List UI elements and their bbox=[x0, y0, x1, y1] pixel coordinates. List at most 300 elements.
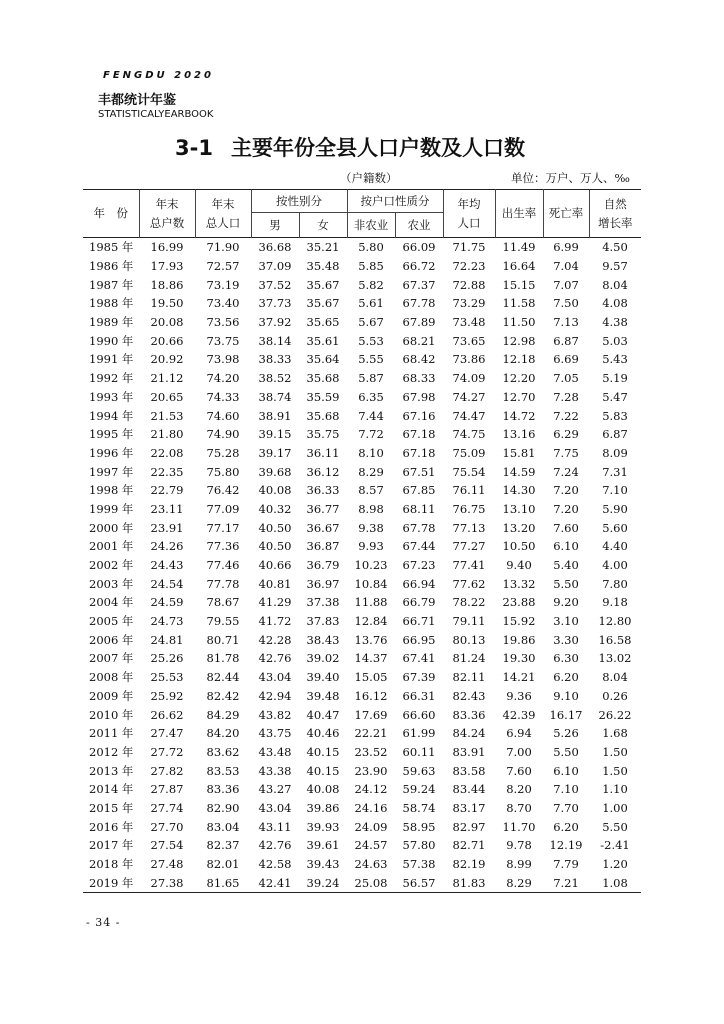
cell-households: 16.99 bbox=[150, 240, 184, 255]
table-row bbox=[83, 331, 641, 350]
cell-female: 36.97 bbox=[306, 576, 340, 591]
cell-year: 1995 年 bbox=[89, 427, 134, 442]
cell-population: 82.01 bbox=[206, 857, 240, 872]
cell-birth-rate: 7.00 bbox=[506, 744, 532, 759]
cell-non-agri: 7.72 bbox=[358, 427, 384, 442]
cell-households: 22.08 bbox=[150, 445, 184, 460]
cell-avg-population: 73.29 bbox=[452, 296, 486, 311]
cell-growth-rate: 7.10 bbox=[602, 483, 628, 498]
cell-avg-population: 82.19 bbox=[452, 857, 486, 872]
col-avg-l1: 年均 bbox=[457, 196, 481, 211]
cell-agri: 67.85 bbox=[402, 483, 436, 498]
cell-population: 77.36 bbox=[206, 539, 240, 554]
cell-agri: 68.11 bbox=[402, 501, 436, 516]
cell-year: 2016 年 bbox=[89, 819, 134, 834]
cell-death-rate: 7.70 bbox=[553, 800, 579, 815]
col-growth-l1: 自然 bbox=[603, 196, 627, 211]
cell-year: 2009 年 bbox=[89, 688, 134, 703]
cell-growth-rate: 6.87 bbox=[602, 427, 628, 442]
table-row bbox=[83, 313, 641, 332]
col-households-l2: 总户数 bbox=[149, 215, 185, 230]
cell-birth-rate: 9.78 bbox=[506, 838, 532, 853]
cell-avg-population: 77.62 bbox=[452, 576, 486, 591]
cell-households: 24.81 bbox=[150, 632, 184, 647]
cell-avg-population: 74.75 bbox=[452, 427, 486, 442]
cell-birth-rate: 23.88 bbox=[502, 595, 536, 610]
cell-male: 39.68 bbox=[258, 464, 292, 479]
col-female: 女 bbox=[299, 213, 347, 238]
table-body bbox=[83, 238, 641, 893]
cell-female: 35.59 bbox=[306, 389, 340, 404]
cell-avg-population: 82.11 bbox=[452, 670, 486, 685]
col-non-agri: 非农业 bbox=[347, 213, 395, 238]
cell-avg-population: 75.54 bbox=[452, 464, 486, 479]
cell-female: 40.46 bbox=[306, 726, 340, 741]
cell-male: 43.38 bbox=[258, 763, 292, 778]
cell-female: 40.47 bbox=[306, 707, 340, 722]
cell-population: 77.78 bbox=[206, 576, 240, 591]
cell-households: 26.62 bbox=[150, 707, 184, 722]
cell-non-agri: 9.38 bbox=[358, 520, 384, 535]
cell-households: 20.92 bbox=[150, 352, 184, 367]
cell-population: 73.19 bbox=[206, 277, 240, 292]
cell-birth-rate: 8.99 bbox=[506, 857, 532, 872]
cell-non-agri: 5.85 bbox=[358, 259, 384, 274]
cell-avg-population: 73.48 bbox=[452, 315, 486, 330]
unit-note: 单位：万户、万人、‰ bbox=[511, 171, 630, 185]
cell-birth-rate: 13.32 bbox=[502, 576, 536, 591]
cell-avg-population: 73.65 bbox=[452, 333, 486, 348]
cell-avg-population: 83.36 bbox=[452, 707, 486, 722]
cell-agri: 66.09 bbox=[402, 240, 436, 255]
cell-population: 84.20 bbox=[206, 726, 240, 741]
cell-year: 2010 年 bbox=[89, 707, 134, 722]
col-year: 年 份 bbox=[93, 206, 128, 220]
cell-death-rate: 7.20 bbox=[553, 501, 579, 516]
cell-year: 1997 年 bbox=[89, 464, 134, 479]
cell-female: 36.87 bbox=[306, 539, 340, 554]
cell-year: 2012 年 bbox=[89, 744, 134, 759]
cell-growth-rate: 5.50 bbox=[602, 819, 628, 834]
cell-population: 79.55 bbox=[206, 614, 240, 629]
cell-agri: 67.78 bbox=[402, 296, 436, 311]
cell-female: 35.64 bbox=[306, 352, 340, 367]
cell-population: 77.09 bbox=[206, 501, 240, 516]
cell-male: 41.72 bbox=[258, 614, 292, 629]
cell-households: 27.74 bbox=[150, 800, 184, 815]
table-row bbox=[83, 593, 641, 612]
cell-death-rate: 9.20 bbox=[553, 595, 579, 610]
col-population-l2: 总人口 bbox=[205, 215, 241, 230]
cell-growth-rate: 8.09 bbox=[602, 445, 628, 460]
cell-death-rate: 5.40 bbox=[553, 558, 579, 573]
cell-population: 73.56 bbox=[206, 315, 240, 330]
cell-birth-rate: 9.36 bbox=[506, 688, 532, 703]
cell-death-rate: 6.30 bbox=[553, 651, 579, 666]
cell-female: 40.15 bbox=[306, 744, 340, 759]
cell-female: 36.79 bbox=[306, 558, 340, 573]
cell-non-agri: 6.35 bbox=[358, 389, 384, 404]
cell-birth-rate: 13.16 bbox=[502, 427, 536, 442]
col-population bbox=[195, 190, 251, 238]
cell-female: 39.93 bbox=[306, 819, 340, 834]
cell-year: 2002 年 bbox=[89, 558, 134, 573]
cell-growth-rate: 13.02 bbox=[598, 651, 632, 666]
cell-female: 39.48 bbox=[306, 688, 340, 703]
cell-avg-population: 78.22 bbox=[452, 595, 486, 610]
cell-population: 80.71 bbox=[206, 632, 240, 647]
cell-male: 38.14 bbox=[258, 333, 292, 348]
cell-female: 36.77 bbox=[306, 501, 340, 516]
cell-year: 1991 年 bbox=[89, 352, 134, 367]
col-households-l1: 年末 bbox=[155, 196, 179, 211]
cell-population: 82.90 bbox=[206, 800, 240, 815]
cell-female: 39.24 bbox=[306, 875, 340, 890]
table-row bbox=[83, 406, 641, 425]
col-by-sex: 按性别分 bbox=[251, 190, 347, 213]
cell-agri: 67.39 bbox=[402, 670, 436, 685]
cell-male: 38.74 bbox=[258, 389, 292, 404]
header-subtitle: STATISTICALYEARBOOK bbox=[98, 109, 214, 120]
cell-households: 24.73 bbox=[150, 614, 184, 629]
cell-households: 27.38 bbox=[150, 875, 184, 890]
cell-birth-rate: 8.20 bbox=[506, 782, 532, 797]
cell-male: 37.09 bbox=[258, 259, 292, 274]
table-row bbox=[83, 388, 641, 407]
cell-female: 39.86 bbox=[306, 800, 340, 815]
cell-population: 82.42 bbox=[206, 688, 240, 703]
cell-avg-population: 76.11 bbox=[452, 483, 486, 498]
cell-avg-population: 71.75 bbox=[452, 240, 486, 255]
cell-year: 2013 年 bbox=[89, 763, 134, 778]
cell-non-agri: 8.57 bbox=[358, 483, 384, 498]
cell-death-rate: 7.13 bbox=[553, 315, 579, 330]
cell-male: 43.82 bbox=[258, 707, 292, 722]
cell-agri: 66.60 bbox=[402, 707, 436, 722]
cell-agri: 57.80 bbox=[402, 838, 436, 853]
table-row bbox=[83, 630, 641, 649]
cell-birth-rate: 15.15 bbox=[502, 277, 536, 292]
cell-growth-rate: 0.26 bbox=[602, 688, 628, 703]
cell-male: 40.32 bbox=[258, 501, 292, 516]
cell-male: 39.15 bbox=[258, 427, 292, 442]
cell-non-agri: 7.44 bbox=[358, 408, 384, 423]
cell-female: 37.38 bbox=[306, 595, 340, 610]
cell-year: 2001 年 bbox=[89, 539, 134, 554]
table-row bbox=[83, 444, 641, 463]
cell-avg-population: 83.58 bbox=[452, 763, 486, 778]
cell-birth-rate: 14.59 bbox=[502, 464, 536, 479]
cell-agri: 56.57 bbox=[402, 875, 436, 890]
cell-death-rate: 3.30 bbox=[553, 632, 579, 647]
cell-agri: 66.79 bbox=[402, 595, 436, 610]
table-row bbox=[83, 481, 641, 500]
cell-death-rate: 7.21 bbox=[553, 875, 579, 890]
col-avg-population bbox=[443, 190, 495, 238]
cell-households: 21.80 bbox=[150, 427, 184, 442]
cell-death-rate: 5.26 bbox=[553, 726, 579, 741]
cell-population: 82.44 bbox=[206, 670, 240, 685]
cell-households: 27.47 bbox=[150, 726, 184, 741]
table-row bbox=[83, 649, 641, 668]
table-number: 3-1 bbox=[175, 136, 213, 160]
cell-non-agri: 24.12 bbox=[354, 782, 388, 797]
cell-death-rate: 7.50 bbox=[553, 296, 579, 311]
cell-death-rate: 9.10 bbox=[553, 688, 579, 703]
cell-non-agri: 24.09 bbox=[354, 819, 388, 834]
cell-households: 23.91 bbox=[150, 520, 184, 535]
cell-agri: 67.18 bbox=[402, 427, 436, 442]
cell-non-agri: 24.63 bbox=[354, 857, 388, 872]
cell-birth-rate: 12.20 bbox=[502, 371, 536, 386]
cell-growth-rate: 5.83 bbox=[602, 408, 628, 423]
cell-non-agri: 5.61 bbox=[358, 296, 384, 311]
cell-avg-population: 72.88 bbox=[452, 277, 486, 292]
cell-death-rate: 7.60 bbox=[553, 520, 579, 535]
cell-non-agri: 14.37 bbox=[354, 651, 388, 666]
cell-non-agri: 24.57 bbox=[354, 838, 388, 853]
cell-growth-rate: 5.03 bbox=[602, 333, 628, 348]
cell-male: 40.50 bbox=[258, 539, 292, 554]
cell-year: 1996 年 bbox=[89, 445, 134, 460]
table-row bbox=[83, 369, 641, 388]
cell-male: 40.50 bbox=[258, 520, 292, 535]
cell-avg-population: 77.13 bbox=[452, 520, 486, 535]
cell-female: 36.12 bbox=[306, 464, 340, 479]
cell-population: 83.62 bbox=[206, 744, 240, 759]
cell-households: 18.86 bbox=[150, 277, 184, 292]
cell-birth-rate: 12.18 bbox=[502, 352, 536, 367]
cell-non-agri: 25.08 bbox=[354, 875, 388, 890]
cell-households: 27.54 bbox=[150, 838, 184, 853]
cell-agri: 67.51 bbox=[402, 464, 436, 479]
col-male: 男 bbox=[251, 213, 299, 238]
cell-male: 43.27 bbox=[258, 782, 292, 797]
cell-agri: 67.44 bbox=[402, 539, 436, 554]
cell-female: 39.40 bbox=[306, 670, 340, 685]
cell-population: 81.65 bbox=[206, 875, 240, 890]
cell-avg-population: 81.83 bbox=[452, 875, 486, 890]
col-growth-l2: 增长率 bbox=[598, 215, 633, 230]
cell-growth-rate: 5.60 bbox=[602, 520, 628, 535]
col-avg-l2: 人口 bbox=[457, 215, 481, 230]
cell-non-agri: 15.05 bbox=[354, 670, 388, 685]
cell-female: 40.08 bbox=[306, 782, 340, 797]
header-english: FENGDU 2020 bbox=[103, 70, 214, 81]
cell-population: 77.46 bbox=[206, 558, 240, 573]
cell-agri: 68.33 bbox=[402, 371, 436, 386]
cell-year: 2005 年 bbox=[89, 614, 134, 629]
cell-agri: 66.95 bbox=[402, 632, 436, 647]
cell-avg-population: 84.24 bbox=[452, 726, 486, 741]
cell-agri: 68.42 bbox=[402, 352, 436, 367]
cell-agri: 66.94 bbox=[402, 576, 436, 591]
cell-year: 2007 年 bbox=[89, 651, 134, 666]
cell-death-rate: 6.69 bbox=[553, 352, 579, 367]
cell-year: 1993 年 bbox=[89, 389, 134, 404]
cell-death-rate: 16.17 bbox=[549, 707, 583, 722]
cell-growth-rate: 4.50 bbox=[602, 240, 628, 255]
cell-death-rate: 7.22 bbox=[553, 408, 579, 423]
cell-agri: 66.72 bbox=[402, 259, 436, 274]
cell-agri: 58.95 bbox=[402, 819, 436, 834]
table-row bbox=[83, 462, 641, 481]
cell-female: 35.75 bbox=[306, 427, 340, 442]
cell-birth-rate: 12.98 bbox=[502, 333, 536, 348]
cell-male: 38.52 bbox=[258, 371, 292, 386]
cell-growth-rate: 5.19 bbox=[602, 371, 628, 386]
cell-year: 2008 年 bbox=[89, 670, 134, 685]
cell-population: 78.67 bbox=[206, 595, 240, 610]
cell-birth-rate: 19.30 bbox=[502, 651, 536, 666]
cell-growth-rate: 7.31 bbox=[602, 464, 628, 479]
cell-households: 27.87 bbox=[150, 782, 184, 797]
cell-growth-rate: 7.80 bbox=[602, 576, 628, 591]
cell-population: 83.36 bbox=[206, 782, 240, 797]
cell-non-agri: 16.12 bbox=[354, 688, 388, 703]
cell-death-rate: 7.05 bbox=[553, 371, 579, 386]
cell-households: 25.26 bbox=[150, 651, 184, 666]
cell-male: 43.04 bbox=[258, 800, 292, 815]
cell-growth-rate: 5.47 bbox=[602, 389, 628, 404]
cell-avg-population: 74.47 bbox=[452, 408, 486, 423]
table-row bbox=[83, 761, 641, 780]
cell-male: 43.11 bbox=[258, 819, 292, 834]
cell-death-rate: 5.50 bbox=[553, 576, 579, 591]
cell-non-agri: 8.29 bbox=[358, 464, 384, 479]
table-row bbox=[83, 799, 641, 818]
cell-non-agri: 10.84 bbox=[354, 576, 388, 591]
cell-female: 35.67 bbox=[306, 296, 340, 311]
cell-male: 41.29 bbox=[258, 595, 292, 610]
cell-avg-population: 77.27 bbox=[452, 539, 486, 554]
cell-population: 73.75 bbox=[206, 333, 240, 348]
cell-households: 20.66 bbox=[150, 333, 184, 348]
cell-death-rate: 6.29 bbox=[553, 427, 579, 442]
cell-female: 37.83 bbox=[306, 614, 340, 629]
data-source-note: （户籍数） bbox=[340, 171, 398, 185]
cell-birth-rate: 11.50 bbox=[502, 315, 536, 330]
cell-avg-population: 83.17 bbox=[452, 800, 486, 815]
cell-agri: 67.98 bbox=[402, 389, 436, 404]
cell-non-agri: 22.21 bbox=[354, 726, 388, 741]
cell-birth-rate: 15.92 bbox=[502, 614, 536, 629]
cell-death-rate: 5.50 bbox=[553, 744, 579, 759]
cell-households: 22.35 bbox=[150, 464, 184, 479]
cell-male: 38.91 bbox=[258, 408, 292, 423]
cell-birth-rate: 14.30 bbox=[502, 483, 536, 498]
cell-households: 27.48 bbox=[150, 857, 184, 872]
cell-birth-rate: 7.60 bbox=[506, 763, 532, 778]
cell-non-agri: 8.10 bbox=[358, 445, 384, 460]
col-households bbox=[139, 190, 195, 238]
table-row bbox=[83, 500, 641, 519]
cell-death-rate: 6.99 bbox=[553, 240, 579, 255]
cell-death-rate: 7.24 bbox=[553, 464, 579, 479]
cell-growth-rate: 5.43 bbox=[602, 352, 628, 367]
cell-agri: 67.89 bbox=[402, 315, 436, 330]
cell-non-agri: 5.87 bbox=[358, 371, 384, 386]
cell-avg-population: 76.75 bbox=[452, 501, 486, 516]
cell-female: 35.68 bbox=[306, 408, 340, 423]
cell-growth-rate: 26.22 bbox=[598, 707, 632, 722]
cell-year: 1998 年 bbox=[89, 483, 134, 498]
cell-growth-rate: 16.58 bbox=[598, 632, 632, 647]
cell-year: 2006 年 bbox=[89, 632, 134, 647]
cell-male: 42.94 bbox=[258, 688, 292, 703]
cell-male: 38.33 bbox=[258, 352, 292, 367]
col-by-type: 按户口性质分 bbox=[347, 190, 443, 213]
cell-birth-rate: 19.86 bbox=[502, 632, 536, 647]
cell-population: 83.53 bbox=[206, 763, 240, 778]
cell-agri: 57.38 bbox=[402, 857, 436, 872]
col-birth-rate: 出生率 bbox=[495, 190, 543, 238]
cell-households: 24.59 bbox=[150, 595, 184, 610]
cell-population: 74.90 bbox=[206, 427, 240, 442]
cell-female: 36.67 bbox=[306, 520, 340, 535]
cell-year: 2015 年 bbox=[89, 800, 134, 815]
cell-non-agri: 17.69 bbox=[354, 707, 388, 722]
cell-growth-rate: 9.18 bbox=[602, 595, 628, 610]
cell-year: 2017 年 bbox=[89, 838, 134, 853]
cell-male: 40.08 bbox=[258, 483, 292, 498]
cell-agri: 59.63 bbox=[402, 763, 436, 778]
cell-agri: 66.71 bbox=[402, 614, 436, 629]
cell-death-rate: 7.75 bbox=[553, 445, 579, 460]
cell-growth-rate: 1.10 bbox=[602, 782, 628, 797]
cell-population: 84.29 bbox=[206, 707, 240, 722]
cell-death-rate: 6.87 bbox=[553, 333, 579, 348]
cell-agri: 67.16 bbox=[402, 408, 436, 423]
table-header bbox=[83, 190, 641, 238]
page-number: - 34 - bbox=[86, 916, 121, 929]
cell-birth-rate: 11.49 bbox=[502, 240, 536, 255]
cell-year: 2003 年 bbox=[89, 576, 134, 591]
cell-death-rate: 7.28 bbox=[553, 389, 579, 404]
cell-population: 77.17 bbox=[206, 520, 240, 535]
cell-population: 81.78 bbox=[206, 651, 240, 666]
cell-non-agri: 13.76 bbox=[354, 632, 388, 647]
cell-year: 2004 年 bbox=[89, 595, 134, 610]
cell-year: 2000 年 bbox=[89, 520, 134, 535]
table-row bbox=[83, 257, 641, 276]
cell-agri: 60.11 bbox=[402, 744, 436, 759]
cell-population: 71.90 bbox=[206, 240, 240, 255]
cell-death-rate: 3.10 bbox=[553, 614, 579, 629]
cell-male: 37.92 bbox=[258, 315, 292, 330]
cell-female: 35.61 bbox=[306, 333, 340, 348]
cell-birth-rate: 14.72 bbox=[502, 408, 536, 423]
table-row bbox=[83, 724, 641, 743]
table-row bbox=[83, 425, 641, 444]
cell-avg-population: 82.71 bbox=[452, 838, 486, 853]
cell-death-rate: 6.20 bbox=[553, 819, 579, 834]
cell-population: 74.20 bbox=[206, 371, 240, 386]
cell-growth-rate: 5.90 bbox=[602, 501, 628, 516]
cell-year: 2018 年 bbox=[89, 857, 134, 872]
cell-birth-rate: 8.70 bbox=[506, 800, 532, 815]
cell-population: 82.37 bbox=[206, 838, 240, 853]
cell-households: 21.12 bbox=[150, 371, 184, 386]
table-row bbox=[83, 518, 641, 537]
cell-male: 37.52 bbox=[258, 277, 292, 292]
cell-female: 39.43 bbox=[306, 857, 340, 872]
cell-female: 35.68 bbox=[306, 371, 340, 386]
cell-households: 19.50 bbox=[150, 296, 184, 311]
table-row bbox=[83, 238, 641, 257]
cell-households: 24.26 bbox=[150, 539, 184, 554]
cell-male: 37.73 bbox=[258, 296, 292, 311]
